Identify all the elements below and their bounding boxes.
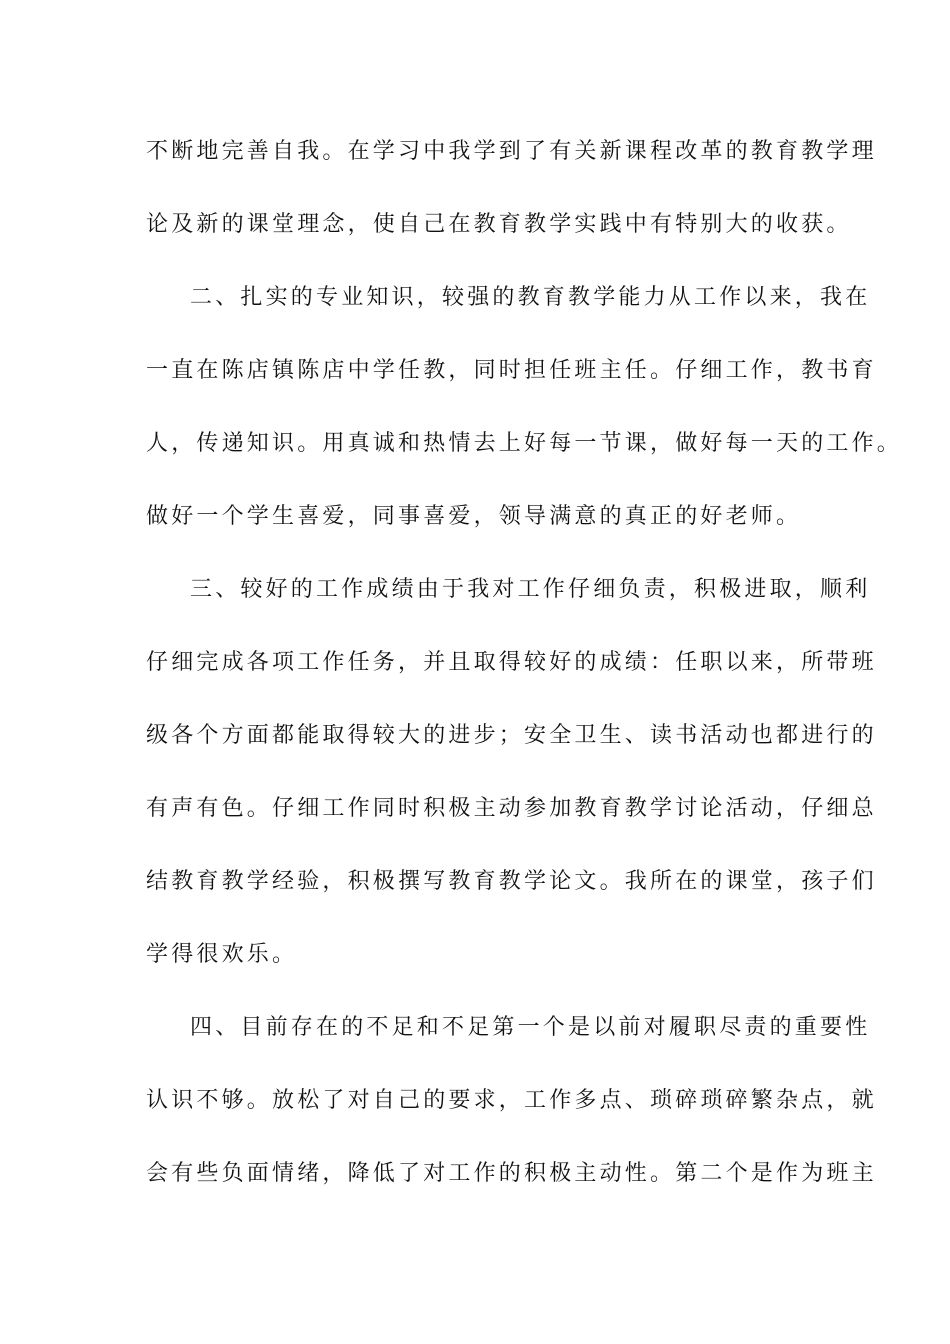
text-line-15: 会有些负面情绪，降低了对工作的积极主动性。第二个是作为班主 xyxy=(146,1161,877,1186)
text-line-14: 认识不够。放松了对自己的要求，工作多点、琐碎琐碎繁杂点，就 xyxy=(146,1088,877,1113)
text-line-13: 四、目前存在的不足和不足第一个是以前对履职尽责的重要性 xyxy=(190,1015,871,1040)
text-line-7: 三、较好的工作成绩由于我对工作仔细负责，积极进取，顺利 xyxy=(190,577,871,602)
text-line-6: 做好一个学生喜爱，同事喜爱，领导满意的真正的好老师。 xyxy=(146,504,802,529)
text-line-8: 仔细完成各项工作任务，并且取得较好的成绩：任职以来，所带班 xyxy=(146,650,877,675)
text-line-5: 人，传递知识。用真诚和热情去上好每一节课，做好每一天的工作。 xyxy=(146,431,903,456)
text-line-9: 级各个方面都能取得较大的进步；安全卫生、读书活动也都进行的 xyxy=(146,723,877,748)
text-line-10: 有声有色。仔细工作同时积极主动参加教育教学讨论活动，仔细总 xyxy=(146,796,877,821)
text-line-2: 论及新的课堂理念，使自己在教育教学实践中有特别大的收获。 xyxy=(146,212,852,237)
text-line-1: 不断地完善自我。在学习中我学到了有关新课程改革的教育教学理 xyxy=(146,139,877,164)
text-line-3: 二、扎实的专业知识，较强的教育教学能力从工作以来，我在 xyxy=(190,285,871,310)
text-line-12: 学得很欢乐。 xyxy=(146,942,298,967)
text-line-11: 结教育教学经验，积极撰写教育教学论文。我所在的课堂，孩子们 xyxy=(146,869,877,894)
text-line-4: 一直在陈店镇陈店中学任教，同时担任班主任。仔细工作，教书育 xyxy=(146,358,877,383)
